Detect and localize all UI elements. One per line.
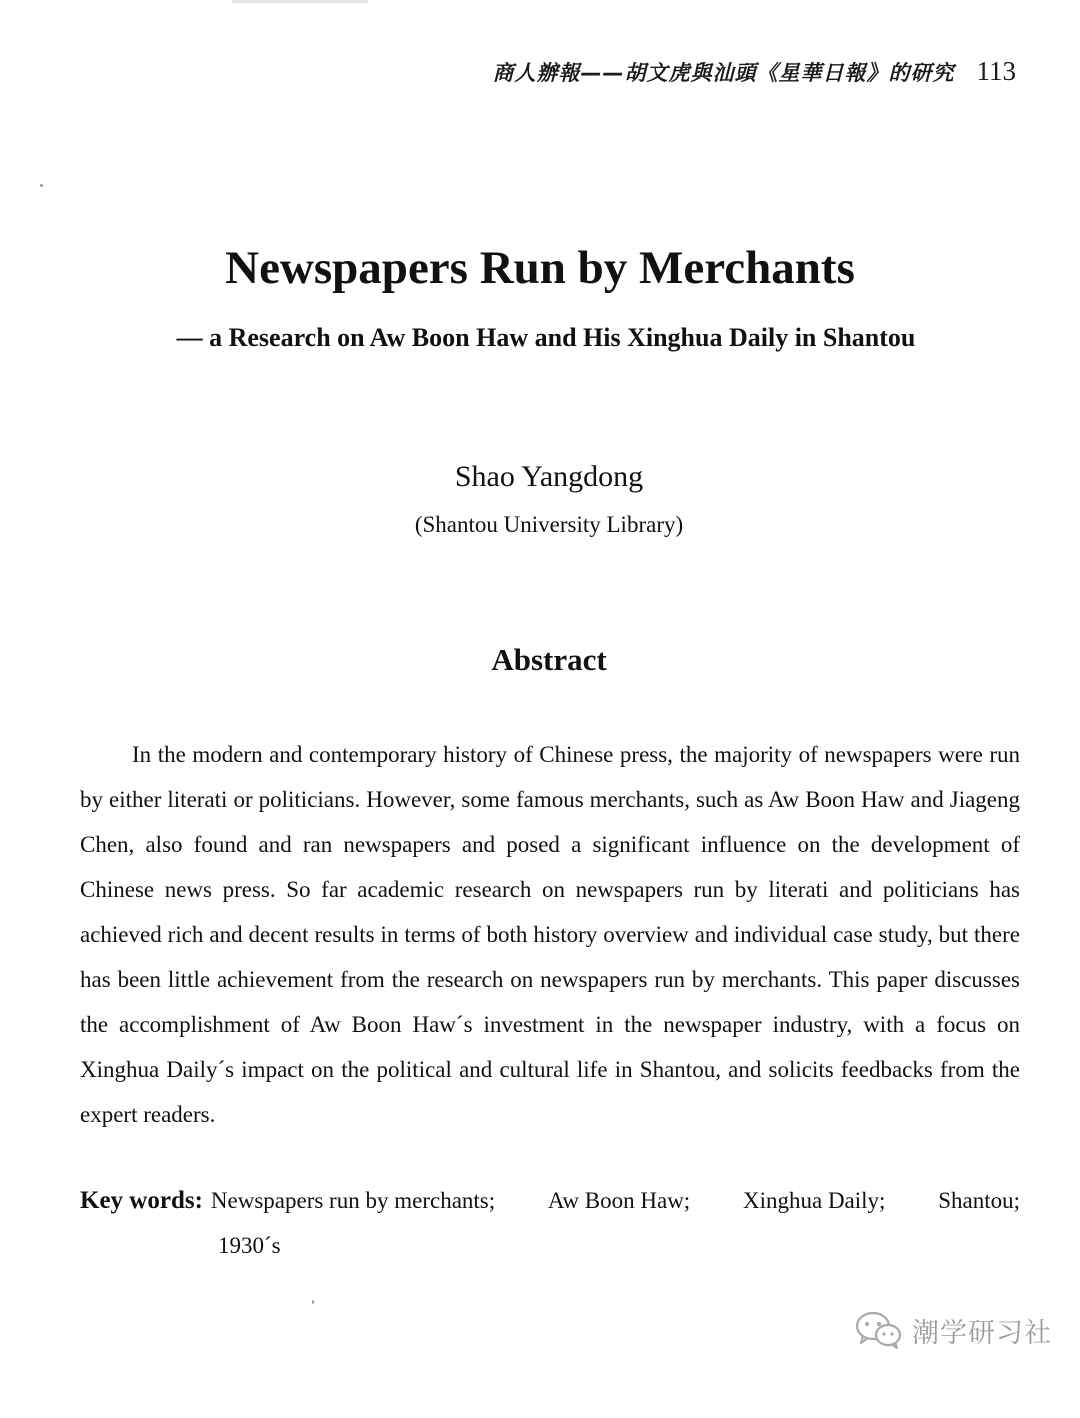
author-name: Shao Yangdong bbox=[454, 460, 644, 493]
keywords-line bbox=[80, 1178, 1020, 1223]
running-header bbox=[493, 56, 1017, 87]
scan-speck bbox=[40, 184, 43, 187]
keywords-list bbox=[211, 1178, 1020, 1223]
keywords-continuation bbox=[80, 1223, 1020, 1268]
keyword-item: Aw Boon Haw; bbox=[547, 1188, 691, 1213]
keyword-item: Xinghua Daily; bbox=[742, 1188, 886, 1213]
keyword-item: Newspapers run by merchants; bbox=[210, 1188, 496, 1213]
scan-edge-mark bbox=[232, 0, 368, 3]
running-header-title: 商人辦報——胡文虎與汕頭《星華日報》的研究 bbox=[492, 61, 955, 85]
keywords-label: Key words: bbox=[80, 1187, 203, 1214]
page-number: 113 bbox=[976, 56, 1016, 86]
watermark-text: 潮学研习社 bbox=[912, 1317, 1052, 1349]
keyword-item: Shantou; bbox=[938, 1188, 1020, 1213]
paper-title: Newspapers Run by Merchants bbox=[225, 242, 855, 294]
paper-subtitle: — a Research on Aw Boon Haw and His Xinghua Daily in Shantou bbox=[176, 323, 916, 352]
wechat-icon bbox=[854, 1310, 904, 1350]
author-affiliation: (Shantou University Library) bbox=[414, 512, 684, 537]
scan-speck bbox=[312, 1300, 314, 1304]
abstract-body: In the modern and contemporary history of Chinese press, the majority of newspapers were run by either literati or politicians. However, some famous merchants, such as Aw Boon Haw and Jiageng Chen, also found and ran newspapers and posed a significant influence on the development of Chinese news press. So far academic research on newspapers run by literati and politicians has achieved rich and decent results in terms of both history overview and individual case study, but there has been little achievement from the research on newspapers run by merchants. This paper discusses the accomplishment of Aw Boon Haw´s investment in the newspaper industry, with a focus on Xinghua Daily´s impact on the political and cultural life in Shantou, and solicits feedbacks from the expert readers. bbox=[80, 742, 1020, 1127]
watermark bbox=[854, 1310, 1052, 1350]
keyword-item: 1930´s bbox=[218, 1233, 281, 1258]
abstract-heading: Abstract bbox=[491, 642, 607, 677]
keywords-section bbox=[80, 1178, 1020, 1268]
